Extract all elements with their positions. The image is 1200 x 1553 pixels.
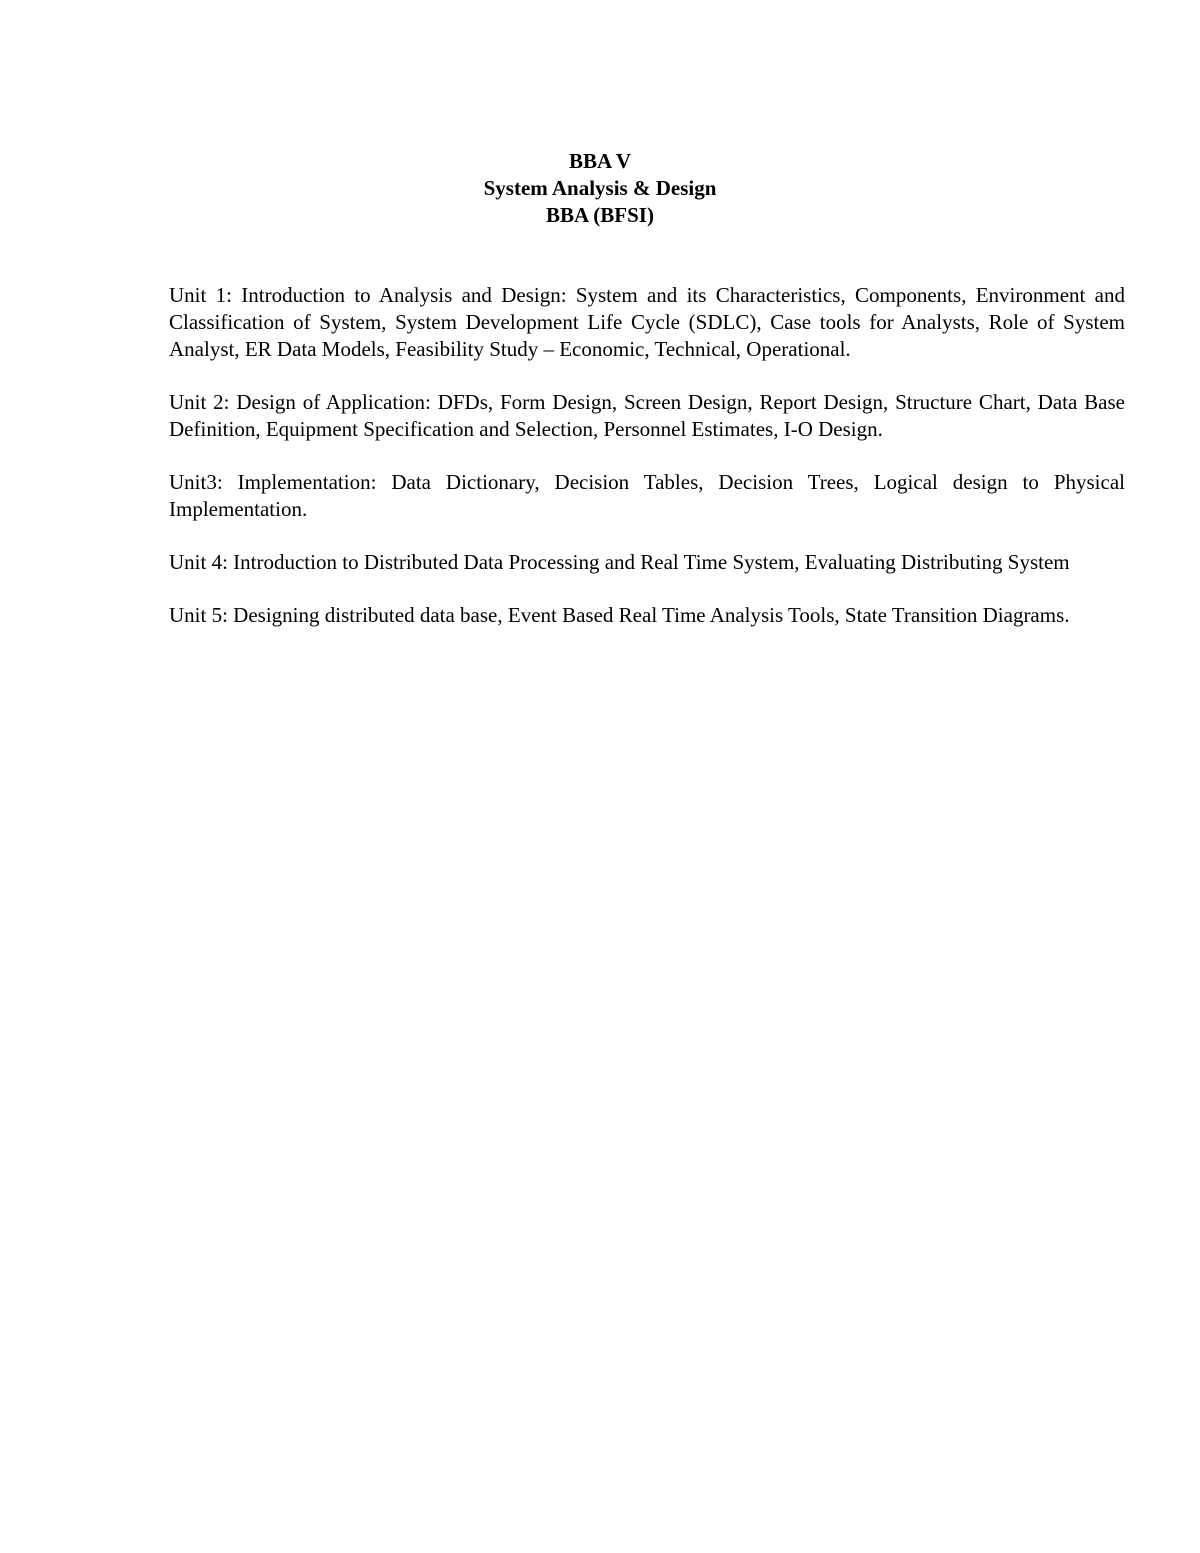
unit-5-paragraph: Unit 5: Designing distributed data base, Event Based Real Time Analysis Tools, State Transition Diagrams. [169, 603, 1070, 627]
document-header [0, 148, 1200, 229]
course-title: System Analysis & Design [483, 176, 717, 200]
unit-1-paragraph: Unit 1: Introduction to Analysis and Design: System and its Characteristics, Components, Environment and Classification of System, System Development Life Cycle (SDLC), Case tools for Analysts, Role of System Analyst, ER Data Models, Feasibility Study – Economic, Technical, Operational. [169, 283, 1125, 361]
unit-2-paragraph: Unit 2: Design of Application: DFDs, Form Design, Screen Design, Report Design, Structure Chart, Data Base Definition, Equipment Specification and Selection, Personnel Estimates, I-O Design. [169, 390, 1125, 441]
syllabus-body [169, 282, 1125, 655]
program-name: BBA (BFSI) [546, 203, 654, 227]
unit-4-paragraph: Unit 4: Introduction to Distributed Data Processing and Real Time System, Evaluating Distributing System [169, 550, 1070, 574]
unit-3-paragraph: Unit3: Implementation: Data Dictionary, Decision Tables, Decision Trees, Logical design to Physical Implementation. [169, 470, 1125, 521]
course-level: BBA V [568, 149, 632, 173]
